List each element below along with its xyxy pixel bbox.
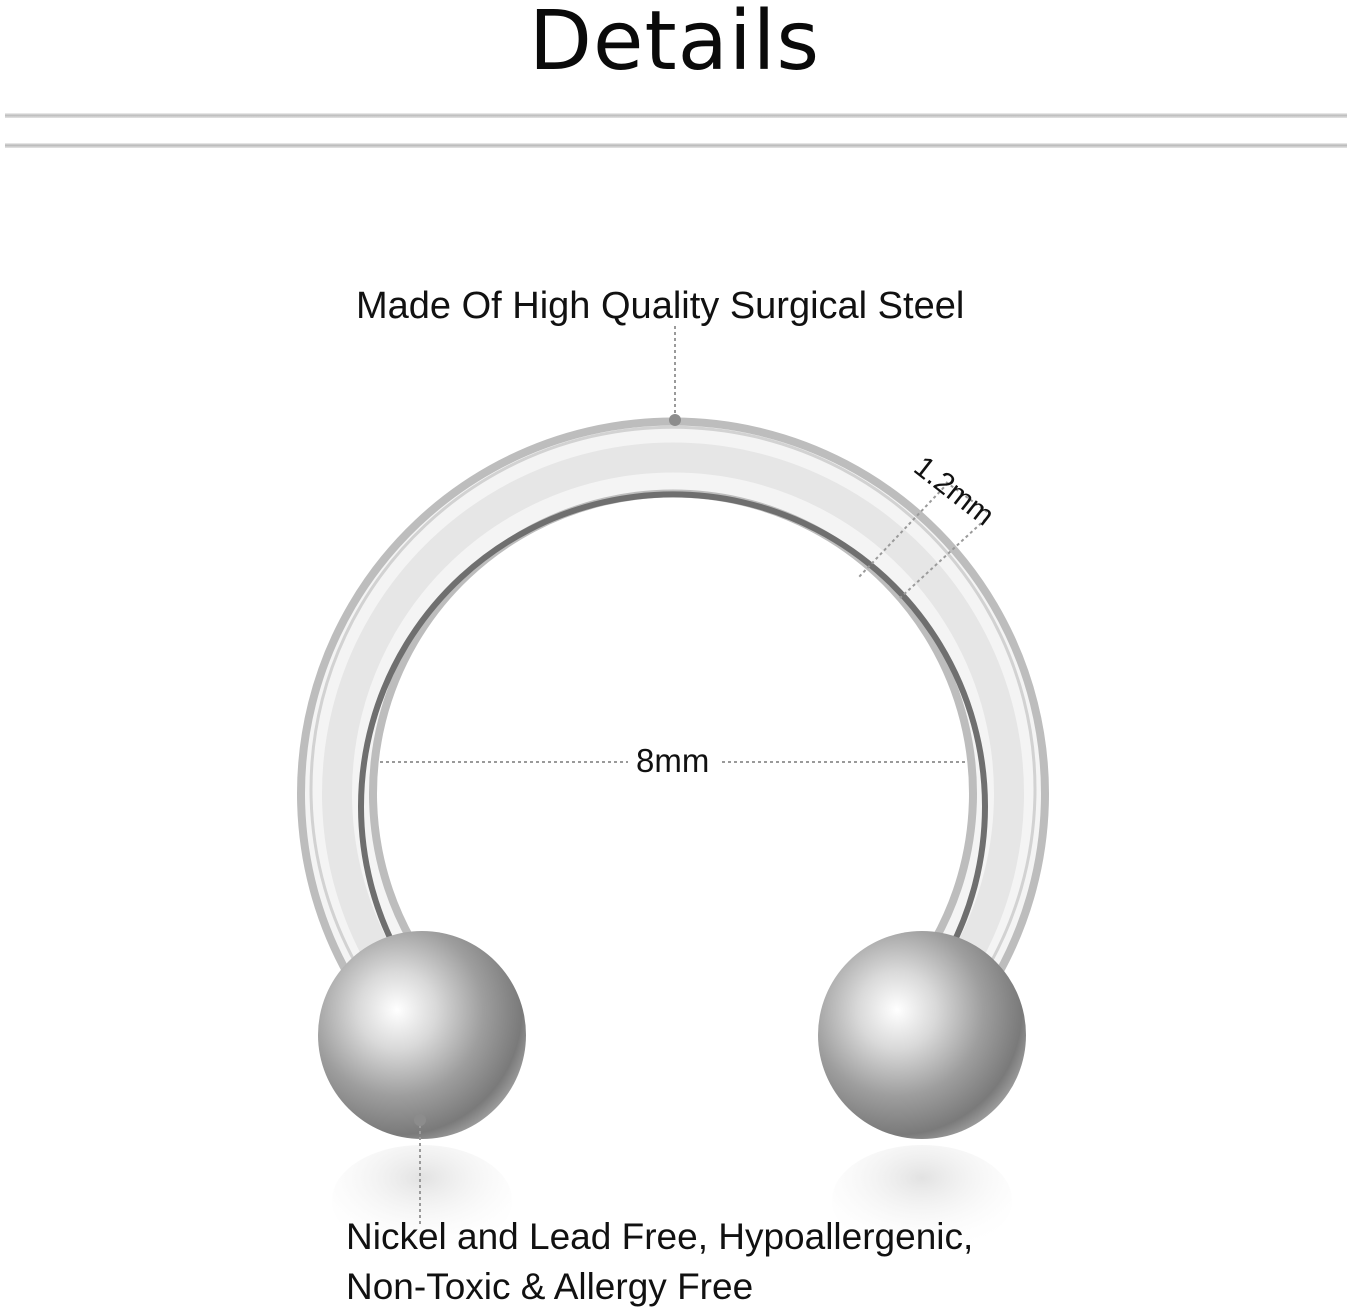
- features-line-1: Nickel and Lead Free, Hypoallergenic,: [346, 1216, 974, 1257]
- diameter-callout: 8mm: [636, 742, 710, 779]
- material-callout: Made Of High Quality Surgical Steel: [356, 285, 965, 327]
- gauge-callout: 1.2mm: [907, 450, 1001, 533]
- ring-arc: [311, 427, 1035, 964]
- features-callout: [346, 1212, 973, 1312]
- features-line-2: Non-Toxic & Allergy Free: [346, 1266, 754, 1307]
- right-ball: [818, 931, 1026, 1139]
- features-marker-dot: [414, 1114, 426, 1126]
- material-marker-dot: [669, 414, 681, 426]
- left-ball: [318, 931, 526, 1139]
- page-title: Details: [528, 0, 821, 89]
